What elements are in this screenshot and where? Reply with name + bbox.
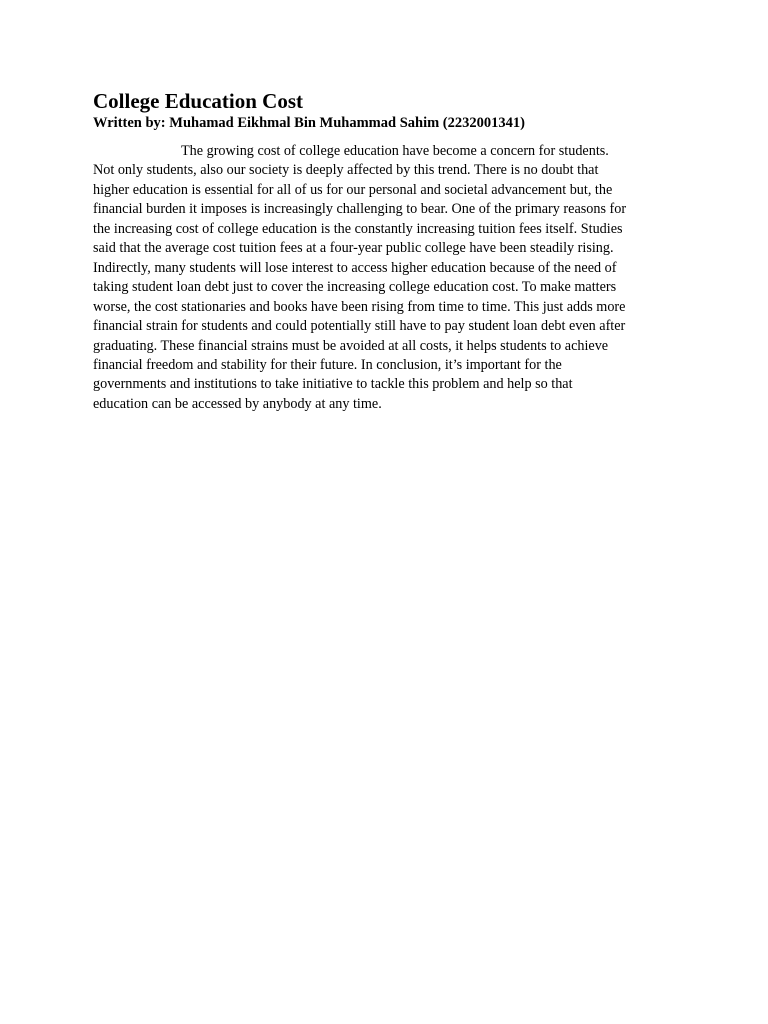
body-paragraph	[93, 142, 683, 414]
paragraph-line: financial strain for students and could potentially still have to pay student loan debt even after	[93, 318, 626, 335]
paragraph-line: governments and institutions to take initiative to tackle this problem and help so that	[93, 376, 573, 393]
author-byline: Written by: Muhamad Eikhmal Bin Muhammad Sahim (2232001341)	[93, 115, 525, 131]
paragraph-line: taking student loan debt just to cover the increasing college education cost. To make matters	[93, 279, 617, 296]
document-content	[93, 88, 683, 414]
paragraph-line: Not only students, also our society is deeply affected by this trend. There is no doubt that	[93, 162, 599, 179]
paragraph-line: higher education is essential for all of us for our personal and societal advancement but, the	[93, 181, 613, 198]
paragraph-line: financial burden it imposes is increasingly challenging to bear. One of the primary reasons for	[93, 201, 627, 218]
paragraph-line: The growing cost of college education have become a concern for students.	[181, 143, 609, 159]
paragraph-line: said that the average cost tuition fees at a four-year public college have been steadily rising.	[93, 240, 614, 257]
document-title: College Education Cost	[93, 89, 303, 113]
paragraph-line: graduating. These financial strains must be avoided at all costs, it helps students to achieve	[93, 337, 609, 354]
paragraph-line: education can be accessed by anybody at any time.	[93, 395, 382, 412]
paragraph-line: Indirectly, many students will lose interest to access higher education because of the need of	[93, 259, 617, 276]
paragraph-line: financial freedom and stability for their future. In conclusion, it’s important for the	[93, 356, 562, 373]
paragraph-line: the increasing cost of college education is the constantly increasing tuition fees itself. Studies	[93, 220, 623, 237]
paragraph-line: worse, the cost stationaries and books have been rising from time to time. This just adds more	[93, 298, 626, 315]
